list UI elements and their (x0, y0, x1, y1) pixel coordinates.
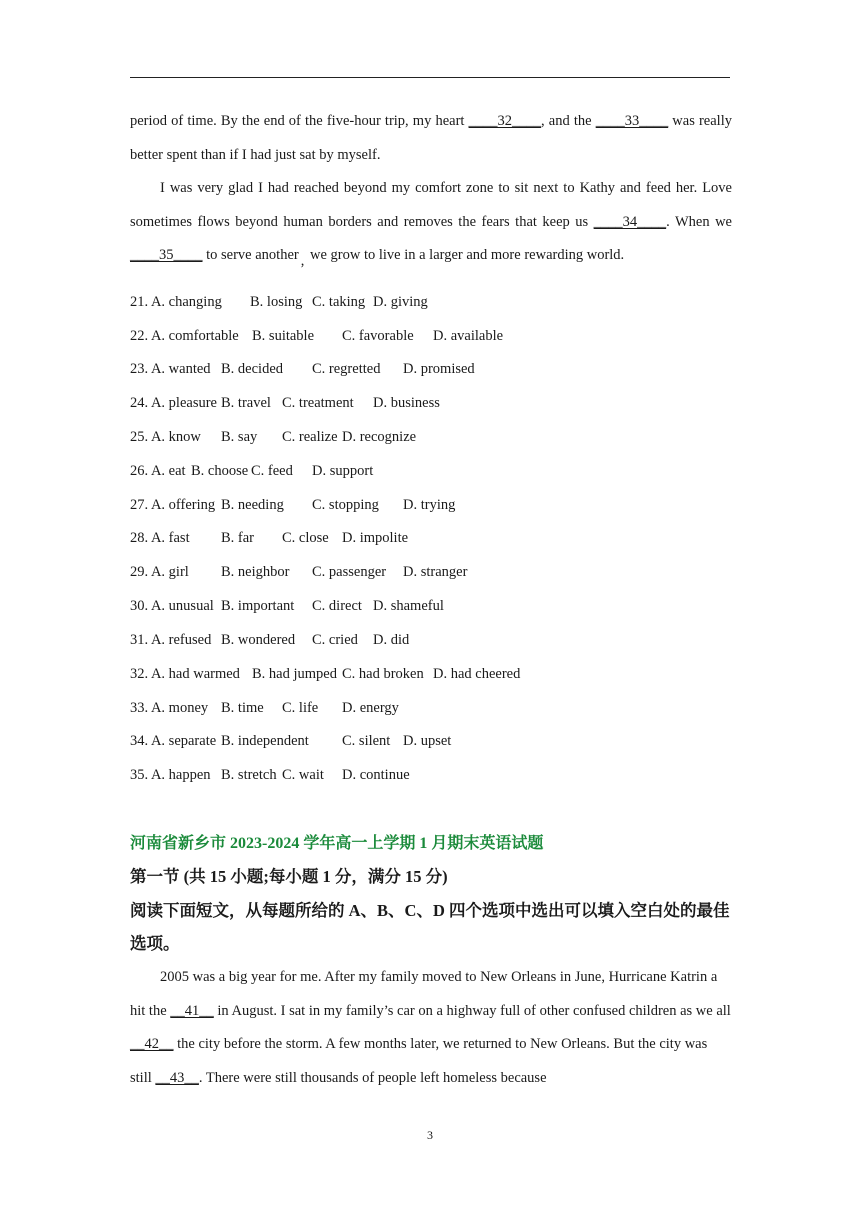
blank-34[interactable]: ____34____ (593, 213, 667, 230)
source-title: 河南省新乡市 2023-2024 学年高一上学期 1 月期末英语试题 (130, 835, 544, 852)
option-a[interactable]: 34. A. separate (130, 733, 217, 749)
option-b[interactable]: B. travel (221, 395, 271, 411)
option-a[interactable]: 32. A. had warmed (130, 666, 240, 682)
option-d[interactable]: D. did (373, 632, 410, 648)
option-b[interactable]: B. say (221, 429, 258, 445)
option-a[interactable]: 31. A. refused (130, 632, 212, 648)
option-a[interactable]: 24. A. pleasure (130, 395, 217, 411)
option-b[interactable]: B. suitable (252, 328, 315, 344)
option-c[interactable]: C. feed (251, 463, 293, 479)
option-c[interactable]: C. life (282, 700, 319, 716)
option-a[interactable]: 25. A. know (130, 429, 201, 445)
option-d[interactable]: D. support (312, 463, 374, 479)
passage-paragraph-2: I was very glad I had reached beyond my comfort zone to sit next to Kathy and feed her. Love sometimes flows beyond human borders and removes the fears that keep us ____34____. When we ____35____ to serve another , we grow to live in a larger and more rewarding world. (130, 180, 732, 270)
option-d[interactable]: D. continue (342, 767, 410, 783)
option-a[interactable]: 29. A. girl (130, 564, 189, 580)
option-a[interactable]: 30. A. unusual (130, 598, 214, 614)
option-d[interactable]: D. business (373, 395, 440, 411)
blank-35[interactable]: ____35____ (130, 247, 203, 264)
option-d[interactable]: D. impolite (342, 530, 409, 546)
option-b[interactable]: B. independent (221, 733, 309, 749)
option-d[interactable]: D. trying (403, 497, 456, 513)
option-d[interactable]: D. available (433, 328, 504, 344)
option-b[interactable]: B. far (221, 530, 255, 546)
option-c[interactable]: C. direct (312, 598, 362, 614)
option-b[interactable]: B. decided (221, 361, 284, 377)
option-c[interactable]: C. close (282, 530, 329, 546)
option-a[interactable]: 28. A. fast (130, 530, 190, 546)
blank-43[interactable]: __43__ (155, 1070, 199, 1087)
option-c[interactable]: C. regretted (312, 361, 381, 377)
option-c[interactable]: C. wait (282, 767, 324, 783)
option-c[interactable]: C. had broken (342, 666, 424, 682)
option-c[interactable]: C. taking (312, 294, 366, 310)
option-c[interactable]: C. favorable (342, 328, 414, 344)
option-c[interactable]: C. cried (312, 632, 358, 648)
option-b[interactable]: B. important (221, 598, 295, 614)
option-a[interactable]: 35. A. happen (130, 767, 211, 783)
option-d[interactable]: D. shameful (373, 598, 444, 614)
blank-33[interactable]: ____33____ (595, 113, 669, 129)
option-c[interactable]: C. passenger (312, 564, 387, 580)
option-c[interactable]: C. realize (282, 429, 338, 445)
option-d[interactable]: D. upset (403, 733, 452, 749)
option-a[interactable]: 22. A. comfortable (130, 328, 239, 344)
blank-41[interactable]: __41__ (170, 1002, 214, 1019)
header-rule (130, 77, 730, 78)
passage-paragraph-3: 2005 was a big year for me. After my family moved to New Orleans in June, Hurricane Katrin a hit the __41__ in August. I sat in my family’s car on a highway full of other confused children as we all __42__ the city before the storm. A few months later, we returned to New Orleans. But the city was still __43__. There were still thousands of people left homeless because (130, 969, 731, 1087)
option-b[interactable]: B. had jumped (252, 666, 337, 682)
option-b[interactable]: B. wondered (221, 632, 296, 648)
option-d[interactable]: D. promised (403, 361, 475, 377)
section-heading: 第一节 (共 15 小题;每小题 1 分，满分 15 分) (130, 867, 448, 886)
option-d[interactable]: D. giving (373, 294, 428, 310)
option-a[interactable]: 33. A. money (130, 700, 209, 716)
blank-42[interactable]: __42__ (130, 1036, 174, 1053)
option-a[interactable]: 23. A. wanted (130, 361, 211, 377)
option-b[interactable]: B. needing (221, 497, 284, 513)
option-c[interactable]: C. silent (342, 733, 391, 749)
option-a[interactable]: 26. A. eat (130, 463, 186, 479)
option-c[interactable]: C. stopping (312, 497, 379, 513)
option-d[interactable]: D. energy (342, 700, 399, 716)
page-number: 3 (427, 1128, 433, 1142)
passage-paragraph-1: period of time. By the end of the five-hour trip, my heart ____32____, and the ____33____ was really better spent than if I had just sat by myself. (130, 113, 732, 163)
option-b[interactable]: B. choose (191, 463, 249, 479)
option-b[interactable]: B. stretch (221, 767, 277, 783)
option-b[interactable]: B. losing (250, 294, 303, 310)
instruction-text: 阅读下面短文，从每题所给的 A、B、C、D 四个选项中选出可以填入空白处的最佳选项。 (130, 901, 730, 953)
option-d[interactable]: D. had cheered (433, 666, 521, 682)
option-d[interactable]: D. recognize (342, 429, 417, 445)
option-b[interactable]: B. time (221, 700, 264, 716)
option-b[interactable]: B. neighbor (221, 564, 290, 580)
option-a[interactable]: 27. A. offering (130, 497, 216, 513)
option-c[interactable]: C. treatment (282, 395, 354, 411)
option-d[interactable]: D. stranger (403, 564, 468, 580)
option-a[interactable]: 21. A. changing (130, 294, 222, 310)
blank-32[interactable]: ____32____ (468, 113, 542, 129)
